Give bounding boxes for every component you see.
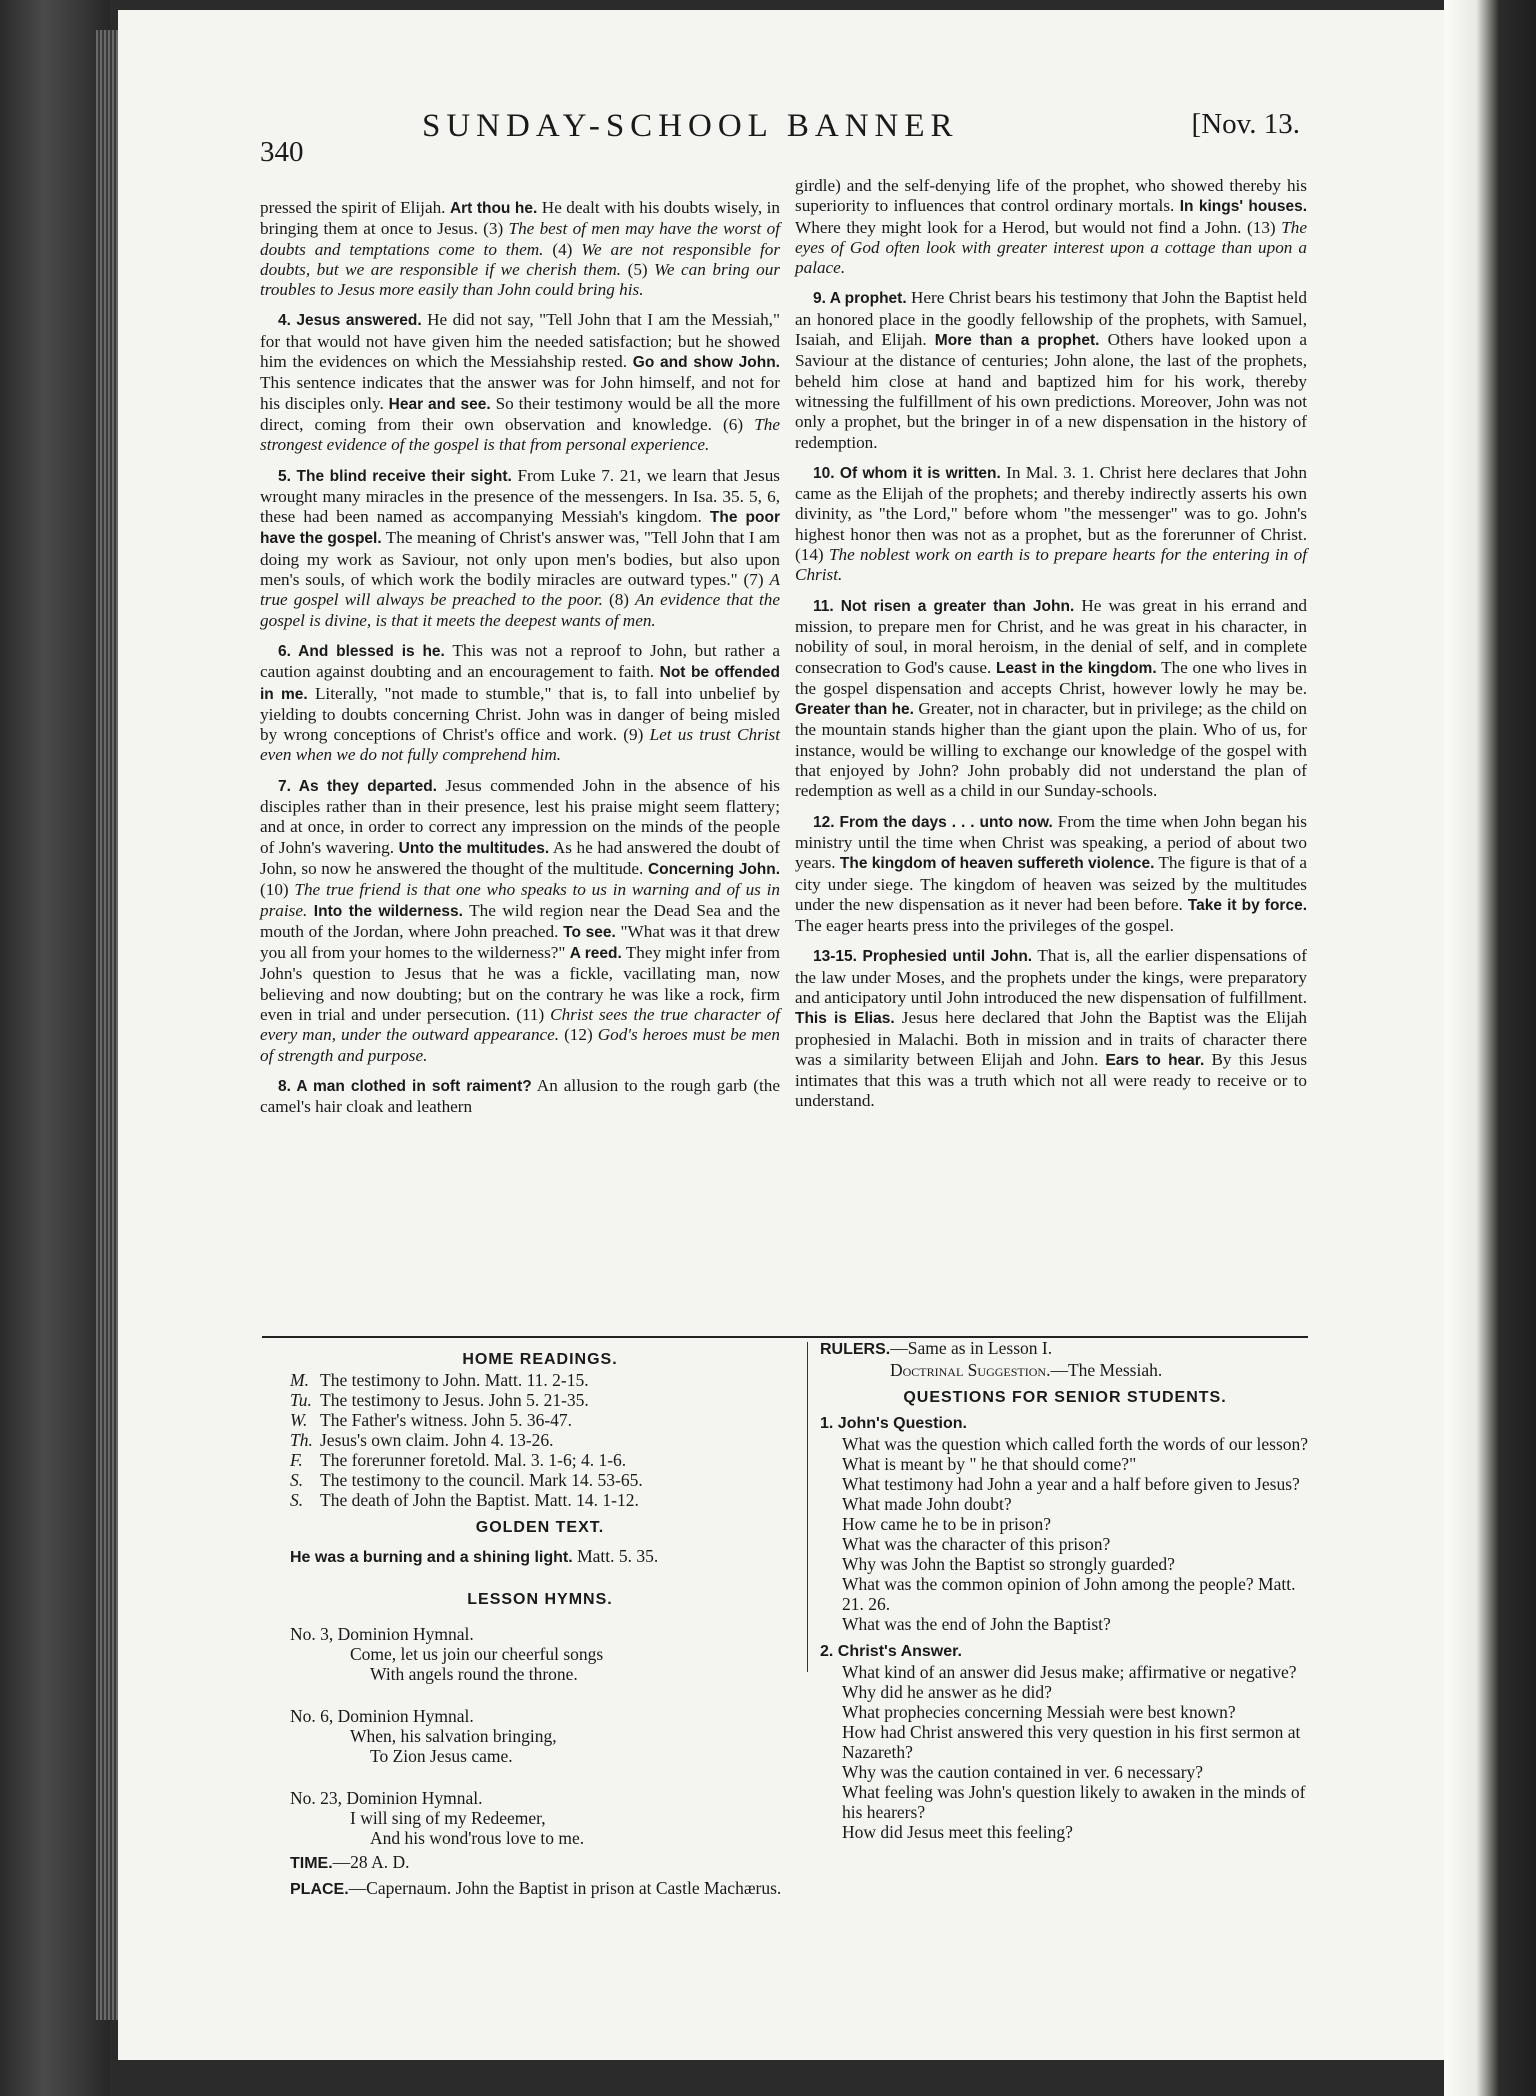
question-item: What testimony had John a year and a half before given to Jesus? [842,1474,1300,1494]
question-item: How had Christ answered this very question in his first sermon at Nazareth? [842,1722,1301,1762]
paragraph-8-cont: girdle) and the self-denying life of the prophet, who showed thereby his superiority to influences that control ordinary mortals. In kings' houses. Where they might look for a Herod, but would not find a John. (13) The eyes of God often look with greater interest upon a cottage than upon a palace. [795,176,1308,278]
left-column [260,198,780,1127]
reading-row: F. The forerunner foretold. Mal. 3. 1-6; 4. 1-6. [290,1450,627,1470]
question-item: Why did he answer as he did? [842,1682,1052,1702]
page-title: SUNDAY-SCHOOL BANNER [422,108,959,144]
hymn-entry: No. 6, Dominion Hymnal. When, his salvation bringing, To Zion Jesus came. [290,1706,557,1766]
column-divider [807,1342,808,1672]
reading-row: M. The testimony to John. Matt. 11. 2-15. [290,1370,589,1390]
question-item: What prophecies concerning Messiah were best known? [842,1702,1236,1722]
time-line: TIME.—28 A. D. [290,1852,410,1872]
paragraph-12: 12. From the days . . . unto now. From the time when John began his ministry until the time when Christ was speaking, a period of about two years. The kingdom of heaven suffereth violence. The figure is that of a city under siege. The kingdom of heaven was seized by the multitudes under the new dispensation as it never had been before. Take it by force. The eager hearts press into the privileges of the gospel. [795,811,1308,936]
paragraph-5: 5. The blind receive their sight. From Luke 7. 21, we learn that Jesus wrought many miracles in the presence of the messengers. In Isa. 35. 5, 6, these had been named as accompanying Messiah's kingdom. The poor have the gospel. The meaning of Christ's answer was, "Tell John that I am doing my work as Saviour, not only upon men's bodies, but also upon men's souls, of which work the bodily miracles are outward types." (7) A true gospel will always be preached to the poor. (8) An evidence that the gospel is divine, is that it meets the deepest wants of men. [260,465,781,630]
reading-row: Th. Jesus's own claim. John 4. 13-26. [290,1430,554,1450]
question-item: How did Jesus meet this feeling? [842,1822,1073,1842]
question-item: What was the end of John the Baptist? [842,1614,1111,1634]
book-spine [0,0,110,2096]
golden-text-title: GOLDEN TEXT. [475,1519,605,1536]
question-item: What was the question which called forth the words of our lesson? [842,1434,1309,1454]
question-item: Why was the caution contained in ver. 6 necessary? [842,1762,1204,1782]
paragraph-7: 7. As they departed. Jesus commended John in the absence of his disciples rather than in their presence, lest his praise might seem flattery; and at once, in order to correct any impression on the minds of the people of John's wavering. Unto the multitudes. As he had answered the doubt of John, so now he answered the thought of the multitude. Concerning John. (10) The true friend is that one who speaks to us in warning and of us in praise. Into the wilderness. The wild region near the Dead Sea and the mouth of the Jordan, where John preached. To see. "What was it that drew you all from your homes to the wilderness?" A reed. They might infer from John's question to Jesus that he was a fickle, vacillating man, now believing and now doubting; but on the contrary he was like a rock, firm even in trial and under persecution. (11) Christ sees the true character of every man, under the outward appearance. (12) God's heroes must be men of strength and purpose. [260,775,781,1065]
question-section-heading: 1. John's Question. [820,1415,967,1432]
paragraph-8: 8. A man clothed in soft raiment? An allusion to the rough garb (the camel's hair cloak and leathern [260,1075,780,1117]
question-item: What was the common opinion of John among the people? Matt. 21. 26. [842,1574,1296,1614]
golden-text [290,1518,790,1568]
page-edges [96,30,118,2020]
question-item: What feeling was John's question likely to awaken in the minds of his hearers? [842,1782,1306,1822]
hymn-entry: No. 23, Dominion Hymnal. I will sing of my Redeemer, And his wond'rous love to me. [290,1788,585,1848]
question-item: What made John doubt? [842,1494,1012,1514]
home-readings [290,1350,790,1510]
right-column [795,176,1307,1122]
paragraph-13: 13-15. Prophesied until John. That is, all the earlier dispensations of the law under Moses, and the prophets under the kings, were preparatory and anticipatory until John introduced the new dispensation of fulfillment. This is Elias. Jesus here declared that John the Baptist was the Elijah prophesied in Malachi. Both in mission and in traits of character there was a similarity between Elijah and John. Ears to hear. By this Jesus intimates that this was a truth which not all were ready to receive or to understand. [795,946,1308,1111]
question-item: How came he to be in prison? [842,1514,1051,1534]
golden-text-quote: He was a burning and a shining light. [290,1549,573,1566]
page-date: [Nov. 13. [1191,108,1300,140]
question-item: What was the character of this prison? [842,1534,1111,1554]
lesson-hymns [290,1590,790,1848]
page-header [260,108,1300,168]
question-item: What kind of an answer did Jesus make; affirmative or negative? [842,1662,1297,1682]
paragraph-3-cont: pressed the spirit of Elijah. Art thou he. He dealt with his doubts wisely, in bringing them at once to Jesus. (3) The best of men may have the worst of doubts and temptations come to them. (4) We are not responsible for doubts, but we are responsible if we cherish them. (5) We can bring our troubles to Jesus more easily than John could bring his. [260,198,781,300]
place-line: PLACE.—Capernaum. John the Baptist in prison at Castle Machærus. [290,1878,782,1898]
rulers-line: RULERS.—Same as in Lesson I. [820,1338,1053,1358]
next-page-edge [1444,0,1536,2096]
questions-title: QUESTIONS FOR SENIOR STUDENTS. [903,1389,1227,1406]
question-section-heading: 2. Christ's Answer. [820,1643,962,1660]
paragraph-4: 4. Jesus answered. He did not say, "Tell John that I am the Messiah," for that would not have given him the needed satisfaction; but he showed him the evidences on which the Messiahship rested. Go and show John. This sentence indicates that the answer was for John himself, and not for his disciples only. Hear and see. So their testimony would be all the more direct, coming from their own observation and knowledge. (6) The strongest evidence of the gospel is that from personal experience. [260,310,780,455]
reading-row: W. The Father's witness. John 5. 36-47. [290,1410,573,1430]
paragraph-9: 9. A prophet. Here Christ bears his testimony that John the Baptist held an honored place in the goodly fellowship of the prophets, with Samuel, Isaiah, and Elijah. More than a prophet. Others have looked upon a Saviour at the distance of centuries; John alone, the last of the prophets, beheld him close at hand and baptized him for his work, thereby witnessing the fulfillment of his own predictions. Moreover, John was not only a prophet, but the bringer in of a new dispensation in the history of redemption. [795,288,1308,452]
doctrinal-line: Doctrinal Suggestion.—The Messiah. [890,1360,1163,1380]
paragraph-6: 6. And blessed is he. This was not a reproof to John, but rather a caution against doubting and an encouragement to faith. Not be offended in me. Literally, "not made to stumble," that is, to fall into unbelief by yielding to doubts concerning Christ. John was in danger of being misled by wrong conceptions of Christ's office and work. (9) Let us trust Christ even when we do not fully comprehend him. [260,640,781,765]
home-readings-title: HOME READINGS. [462,1351,618,1368]
lesson-hymns-title: LESSON HYMNS. [467,1591,613,1608]
reading-row: S. The testimony to the council. Mark 14. 53-65. [290,1470,643,1490]
question-item: What is meant by " he that should come?" [842,1454,1137,1474]
paragraph-10: 10. Of whom it is written. In Mal. 3. 1. Christ here declares that John came as the Elijah of the prophets; and thereby indirectly asserts his own divinity, as "the Lord," before whom "the messenger" was to go. John's highest honor then was not as a prophet, but as the forerunner of Christ. (14) The noblest work on earth is to prepare hearts for the entering in of Christ. [795,462,1307,585]
hymn-entry: No. 3, Dominion Hymnal. Come, let us join our cheerful songs With angels round the throne. [290,1624,604,1684]
reading-row: S. The death of John the Baptist. Matt. 14. 1-12. [290,1490,639,1510]
reading-row: Tu. The testimony to Jesus. John 5. 21-35. [290,1390,589,1410]
question-item: Why was John the Baptist so strongly guarded? [842,1554,1175,1574]
questions-block [820,1338,1310,1842]
time-place [290,1852,810,1900]
golden-text-ref: Matt. 5. 35. [577,1546,659,1566]
page-number: 340 [260,136,304,168]
paragraph-11: 11. Not risen a greater than John. He was great in his errand and mission, to prepare men for Christ, and he was great in his character, in nobility of soul, in moral heroism, in the denial of self, and in complete consecration to God's cause. Least in the kingdom. The one who lives in the gospel dispensation and accepts Christ, however lowly he may be. Greater than he. Greater, not in character, but in privilege; as the child on the mountain stands higher than the giant upon the plain. Who of us, for instance, would be willing to exchange our knowledge of the gospel with that enjoyed by John? John probably did not understand the plan of redemption as well as a child in our Sunday-schools. [795,595,1308,801]
